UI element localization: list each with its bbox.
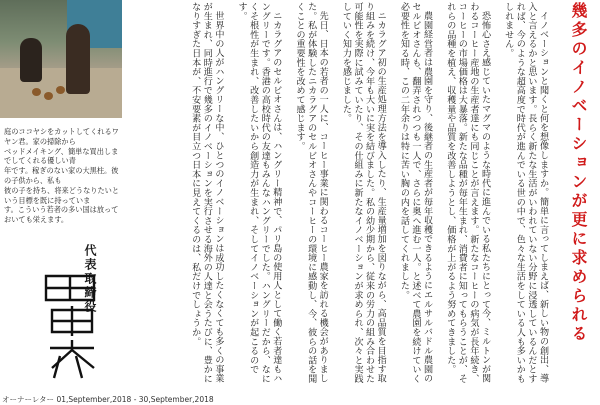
caption-line: 庭のココヤシをカットしてくれるワヤン君。家の掃除から	[4, 127, 119, 146]
owner-label-text: オーナーレター	[2, 395, 55, 404]
body-paragraph: 農園経営者は農園を守り、後継者の生産者が毎年収穫できるようにエルサルバドル農園のセルビオさんも、翻弄されつつも一人で、さらに奥へ進む一人。と述べて農園を続けていく必要性を知る時、この二年余りは特に苦い胸の内を話してくれました。	[398, 2, 433, 384]
coconut-shape	[32, 88, 41, 96]
body-paragraph: 先日、日本の若者の一人に、コーヒー事業に関わるコーヒー農家を訪れる機会がありました。私が体験したニカラグアのセルビオさんやコーヒーの環境に感動し、今、彼らの話を聞くことの重要性を改めて感じます。	[294, 2, 328, 384]
role-label: 代表取締役	[83, 244, 97, 314]
coconut-shape	[44, 92, 53, 100]
caption-line: す。こういう若者の多い国は放っておいても栄えます。	[4, 205, 119, 225]
caption-line: 彼の子を持ち、将来どうなりたいという目標を既に持っていま	[4, 185, 120, 205]
body-paragraph: ニカラグア初の生産処理方法を導入したり、生産量増加を図りながら、高品質を目指す取り組みを続け、今年も大いに実を結びました。私の幼少期から、従来の労力の組み合わせた可能性を実際に試みていたり、その仕組みに新たなイノベーションが求められ、次々と実践していく知力を感じました。	[340, 2, 386, 384]
caption-line: 年です。稼ぎのない家の大黒柱。彼の子供から、私も	[4, 166, 119, 185]
owner-period: 01,September,2018 - 30,September,2018	[56, 395, 214, 404]
body-paragraph: イノベーションと聞くと何を想像しますか。簡単に言ってしまえば、新しい物の創出、導入と言えるかと思います。長らく新たな生活がいわれていない分野に浸透しているんだとすれば、今のような超高度で時代が進んでいる世の中で、色々な生活をしている人も多いかもしれません。	[503, 2, 548, 384]
body-paragraph: 恐怖心さえ感じていたマグマのような時代に進んでいる私たちにとって今、ミルトンが関わるコーヒー産地の生産者達にも同じことが言えます。新たなコーヒーの病気が長年続き、コーヒーの市場価格は大暴落。新たな品種が毎年生まれ、消費者に知ってもらうことが、それらの品種を植え、収穫量や品質を改善しようとし、価格が上がるよう努めてきました。	[445, 2, 491, 384]
owner-letter-label	[2, 394, 214, 405]
coconut-photo	[0, 0, 122, 118]
child-figure-left	[20, 38, 42, 82]
coconut-shape	[56, 86, 65, 94]
signature-image	[36, 270, 108, 380]
photo-caption	[4, 127, 120, 225]
caption-line: ベッドメイキング、簡単な買出しまでしてくれる優しい青	[4, 146, 119, 166]
letter-body	[177, 2, 548, 387]
child-figure-right	[66, 24, 90, 94]
headline: 幾多のイノベーションが更に求められる	[569, 2, 588, 344]
body-paragraph: 世界中の人がハングリーな中、ひとつのイノベーションは成功したくなくても多くの事業が生まれ、同時進行で幾多のイノベーションを実行させる海外の人達と会うたびに、豊かになりすぎた日本が、不安要素が目立つ日本に見えてくるのは、私だけでしょうか。	[190, 2, 224, 384]
body-paragraph: ニカラグアのセルビオさんは、ハングリー精神で、パリ島の使用人として働く若者達もハングリーです。香港の高校時代の友達もみんなハングリーでした。ハングリーだから、なにくそ根性が生まれ、改善したいから創造力が生まれ、そしてイノベーションが起こるのです。	[236, 2, 282, 384]
